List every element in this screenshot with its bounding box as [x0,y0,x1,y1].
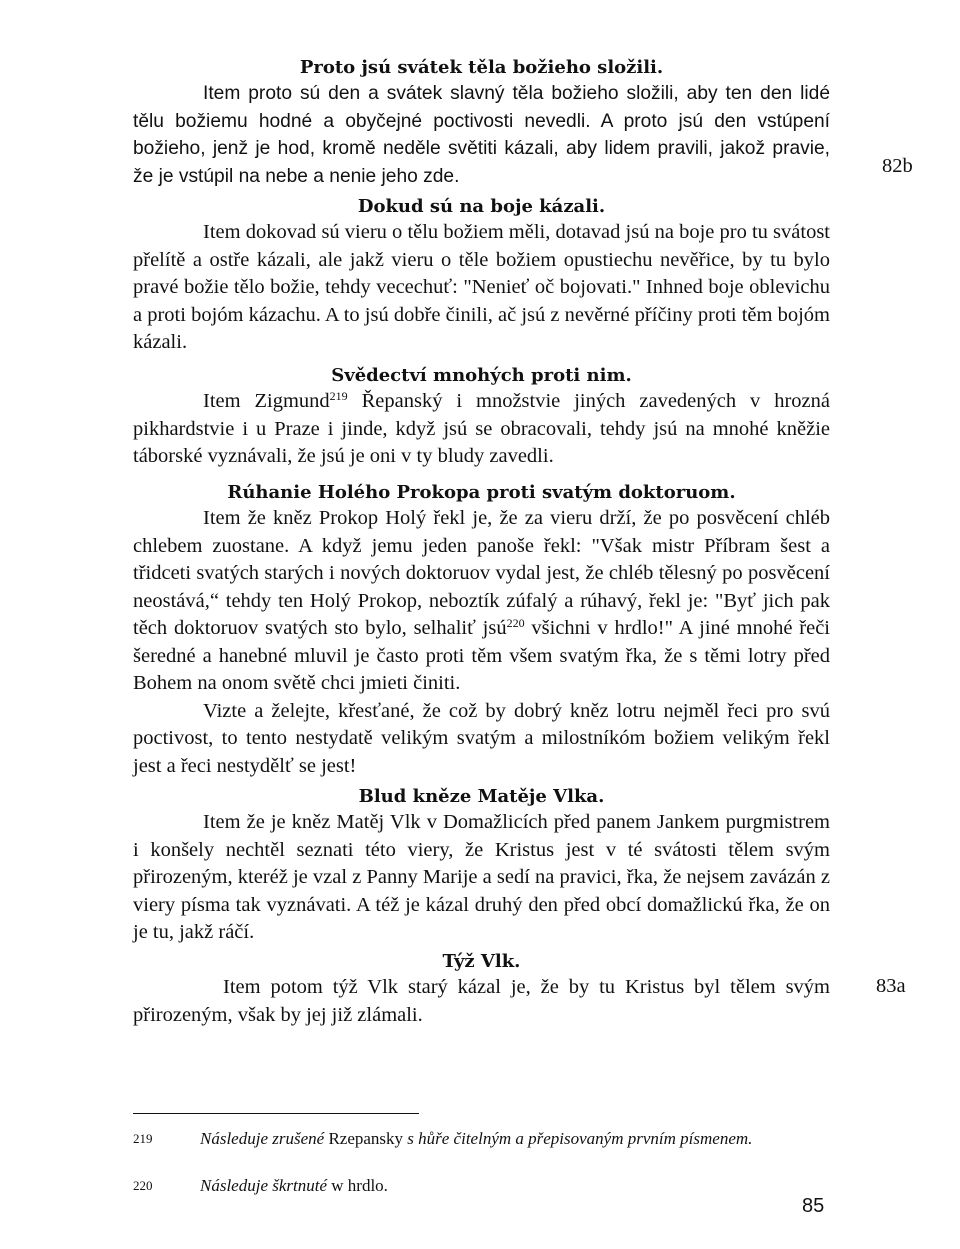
margin-note-folio: 83a [876,975,906,997]
section-tyz-vlk [133,950,830,1029]
section-heading: Týž Vlk. [442,951,521,972]
section-paragraph: Vizte a želejte, křesťané, že což by dobrý kněz lotru nejměl řeci pro svú poctivost, to tento nestydatě velikým svatým a milostníkóm božiem velikým řekl jest a řeci nestydělť se jest! [133,699,830,777]
footnote-number: 219 [133,1131,153,1146]
section-blud-vlka [133,785,830,947]
section-proto-jsu [133,56,830,190]
footnote-ref: 219 [329,389,348,403]
section-dokud-su [133,195,830,357]
section-paragraph: Item že je kněz Matěj Vlk v Domažlicích před panem Jankem purgmistrem i konšely nechtěl seznati této viery, že Kristus jest v té svátosti tělem svým přirozeným, kteréž je vzal z Panny Marije a sedí na pravici, řka, že nejsem zavázán z viery písma tak vyznávati. A též je kázal druhý den před obcí domažlickú řka, že on je tu, jakž ráčí. [133,811,830,943]
footnote-number: 220 [133,1178,153,1193]
section-heading: Rúhanie Holého Prokopa proti svatým doktoruom. [227,482,736,503]
footnote [133,1175,830,1197]
section-heading: Dokud sú na boje kázali. [357,196,606,217]
margin-note-folio: 82b [882,155,913,177]
section-paragraph: Item Zigmund$^{219}$ Řepanský i množstvie jiných zavedených v hrozná pikhardstvie i u Praze i jinde, když jsú se obracovali, tehdy jsú na mnohé kněžie táborské vyznávali, že jsú je oni v ty bludy zavedli. [133,389,830,467]
footnote [133,1128,830,1150]
section-paragraph: Item dokovad sú vieru o tělu božiem měli, dotavad jsú na boje pro tu svátost přelítě a ostře kázali, ale jakž vieru o těle božiem opustiechu nevěřice, by tu bylo pravé božie tělo božie, tehdy vecechuť: "Nenieť oč bojovati." Inhned boje oblevichu a proti bojóm kázachu. A to jsú dobře činili, ač jsú z nevěrné příčiny proti těm bojóm kázali. [133,221,830,353]
footnote-ref: 220 [506,616,525,630]
section-heading: Svědectví mnohých proti nim. [331,365,632,386]
section-ruhanie [133,481,830,780]
page-number: 85 [802,1195,825,1217]
section-heading: Blud kněze Matěje Vlka. [358,786,605,807]
section-paragraph: Item proto sú den a svátek slavný těla božieho složili, aby ten den lidé tělu božiemu hodné a obyčejné poctivosti nevedli. A proto jsú den vstúpení božieho, jenž je hod, kromě neděle světiti kázali, aby lidem pravili, jakož pravie, že je vstúpil na nebe a nenie jeho zde. [133,83,830,187]
footnote-text: Následuje škrtnuté w hrdlo. [200,1176,388,1195]
section-heading: Proto jsú svátek těla božieho složili. [299,57,664,78]
section-svedectvi [133,364,830,471]
section-paragraph: Item že kněz Prokop Holý řekl je, že za vieru drží, že po posvěcení chléb chlebem zuostane. A když jemu jeden panoše řekl: "Však mistr Příbram šest a třidceti svatých starých i nových doktoruov vydal jest, že chléb tělesný po posvěcení neostává,“ tehdy ten Holý Prokop, neboztík zúfalý a rúhavý, řekl je: "Byť jich pak těch doktoruov svatých sto bylo, selhaliť jsú$^{220}$ všichni v hrdlo!" A jiné mnohé řeči šeredné a hanebné mluvil je často proti těm všem svatým řka, že s těmi lotry před Bohem na onom světě chci jmieti činiti. [133,507,830,694]
footnote-divider [133,1113,419,1114]
section-paragraph: Item potom týž Vlk starý kázal je, že by tu Kristus byl tělem svým přirozeným, však by jej již zlámali. [133,976,830,1026]
footnote-text: Následuje zrušené Rzepansky s hůře čitelným a přepisovaným prvním písmenem. [200,1129,753,1148]
